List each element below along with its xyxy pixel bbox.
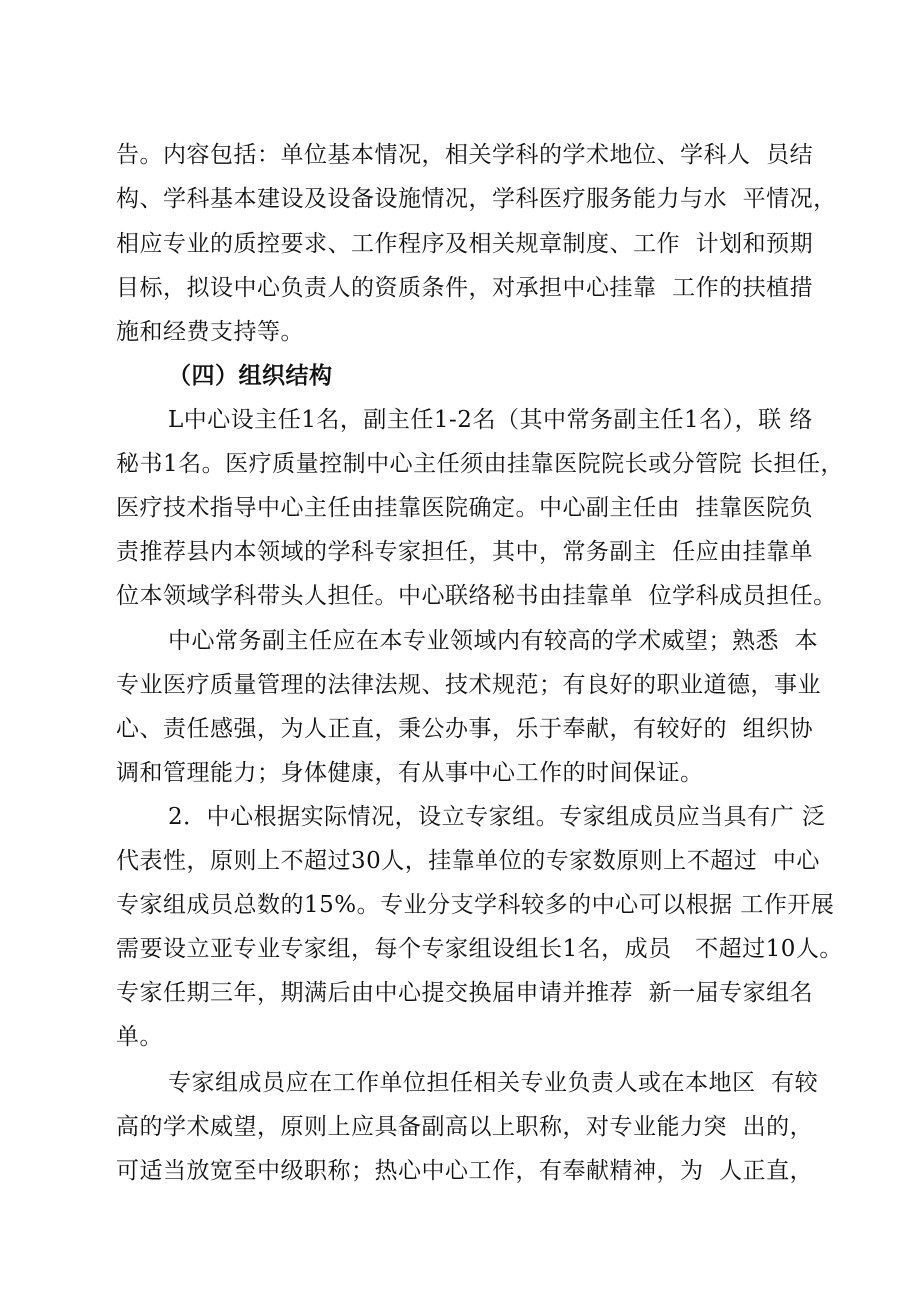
text-line: 秘书1名。医疗质量控制中心主任须由挂靠医院院长或分管院 长担任， xyxy=(116,451,844,477)
text-line: 代表性，原则上不超过30人，挂靠单位的专家数原则上不超过 中心 xyxy=(116,848,820,874)
text-line: 告。内容包括：单位基本情况，相关学科的学术地位、学科人 员结 xyxy=(116,142,814,168)
text-line: 2．中心根据实际情况，设立专家组。专家组成员应当具有广 泛 xyxy=(168,804,826,830)
text-line: 调和管理能力；身体健康，有从事中心工作的时间保证。 xyxy=(116,760,704,786)
text-line: 心、责任感强，为人正直，秉公办事，乐于奉献，有较好的 组织协 xyxy=(116,716,814,742)
text-line: 目标，拟设中心负责人的资质条件，对承担中心挂靠 工作的扶植措 xyxy=(116,275,814,301)
text-line: 施和经费支持等。 xyxy=(116,319,304,345)
text-line: L中心设主任1名，副主任1-2名（其中常务副主任1名），联 络 xyxy=(168,407,813,433)
text-line: 专家组成员总数的15%。专业分支学科较多的中心可以根据 工作开展 xyxy=(116,892,835,918)
text-line: 中心常务副主任应在本专业领域内有较高的学术威望；熟悉 本 xyxy=(168,628,819,654)
text-line: 相应专业的质控要求、工作程序及相关规章制度、工作 计划和预期 xyxy=(116,231,814,257)
text-line: 构、学科基本建设及设备设施情况，学科医疗服务能力与水 平情况， xyxy=(116,186,837,212)
text-line: 位本领域学科带头人担任。中心联络秘书由挂靠单 位学科成员担任。 xyxy=(116,583,837,609)
section-heading: （四）组织结构 xyxy=(168,363,333,389)
text-line: 专家任期三年，期满后由中心提交换届申请并推荐 新一届专家组名 xyxy=(116,980,814,1006)
text-line: 需要设立亚专业专家组，每个专家组设组长1名，成员 不超过10人。 xyxy=(116,936,843,962)
text-line: 单。 xyxy=(116,1024,163,1050)
text-line: 专业医疗质量管理的法律法规、技术规范；有良好的职业道德，事业 xyxy=(116,672,821,698)
text-line: 医疗技术指导中心主任由挂靠医院确定。中心副主任由 挂靠医院负 xyxy=(116,495,814,521)
text-line: 专家组成员应在工作单位担任相关专业负责人或在本地区 有较 xyxy=(168,1070,819,1096)
text-line: 责推荐县内本领域的学科专家担任，其中，常务副主 任应由挂靠单 xyxy=(116,539,814,565)
text-line: 高的学术威望，原则上应具备副高以上职称，对专业能力突 出的， xyxy=(116,1114,814,1140)
text-line: 可适当放宽至中级职称；热心中心工作，有奉献精神，为 人正直， xyxy=(116,1158,814,1184)
